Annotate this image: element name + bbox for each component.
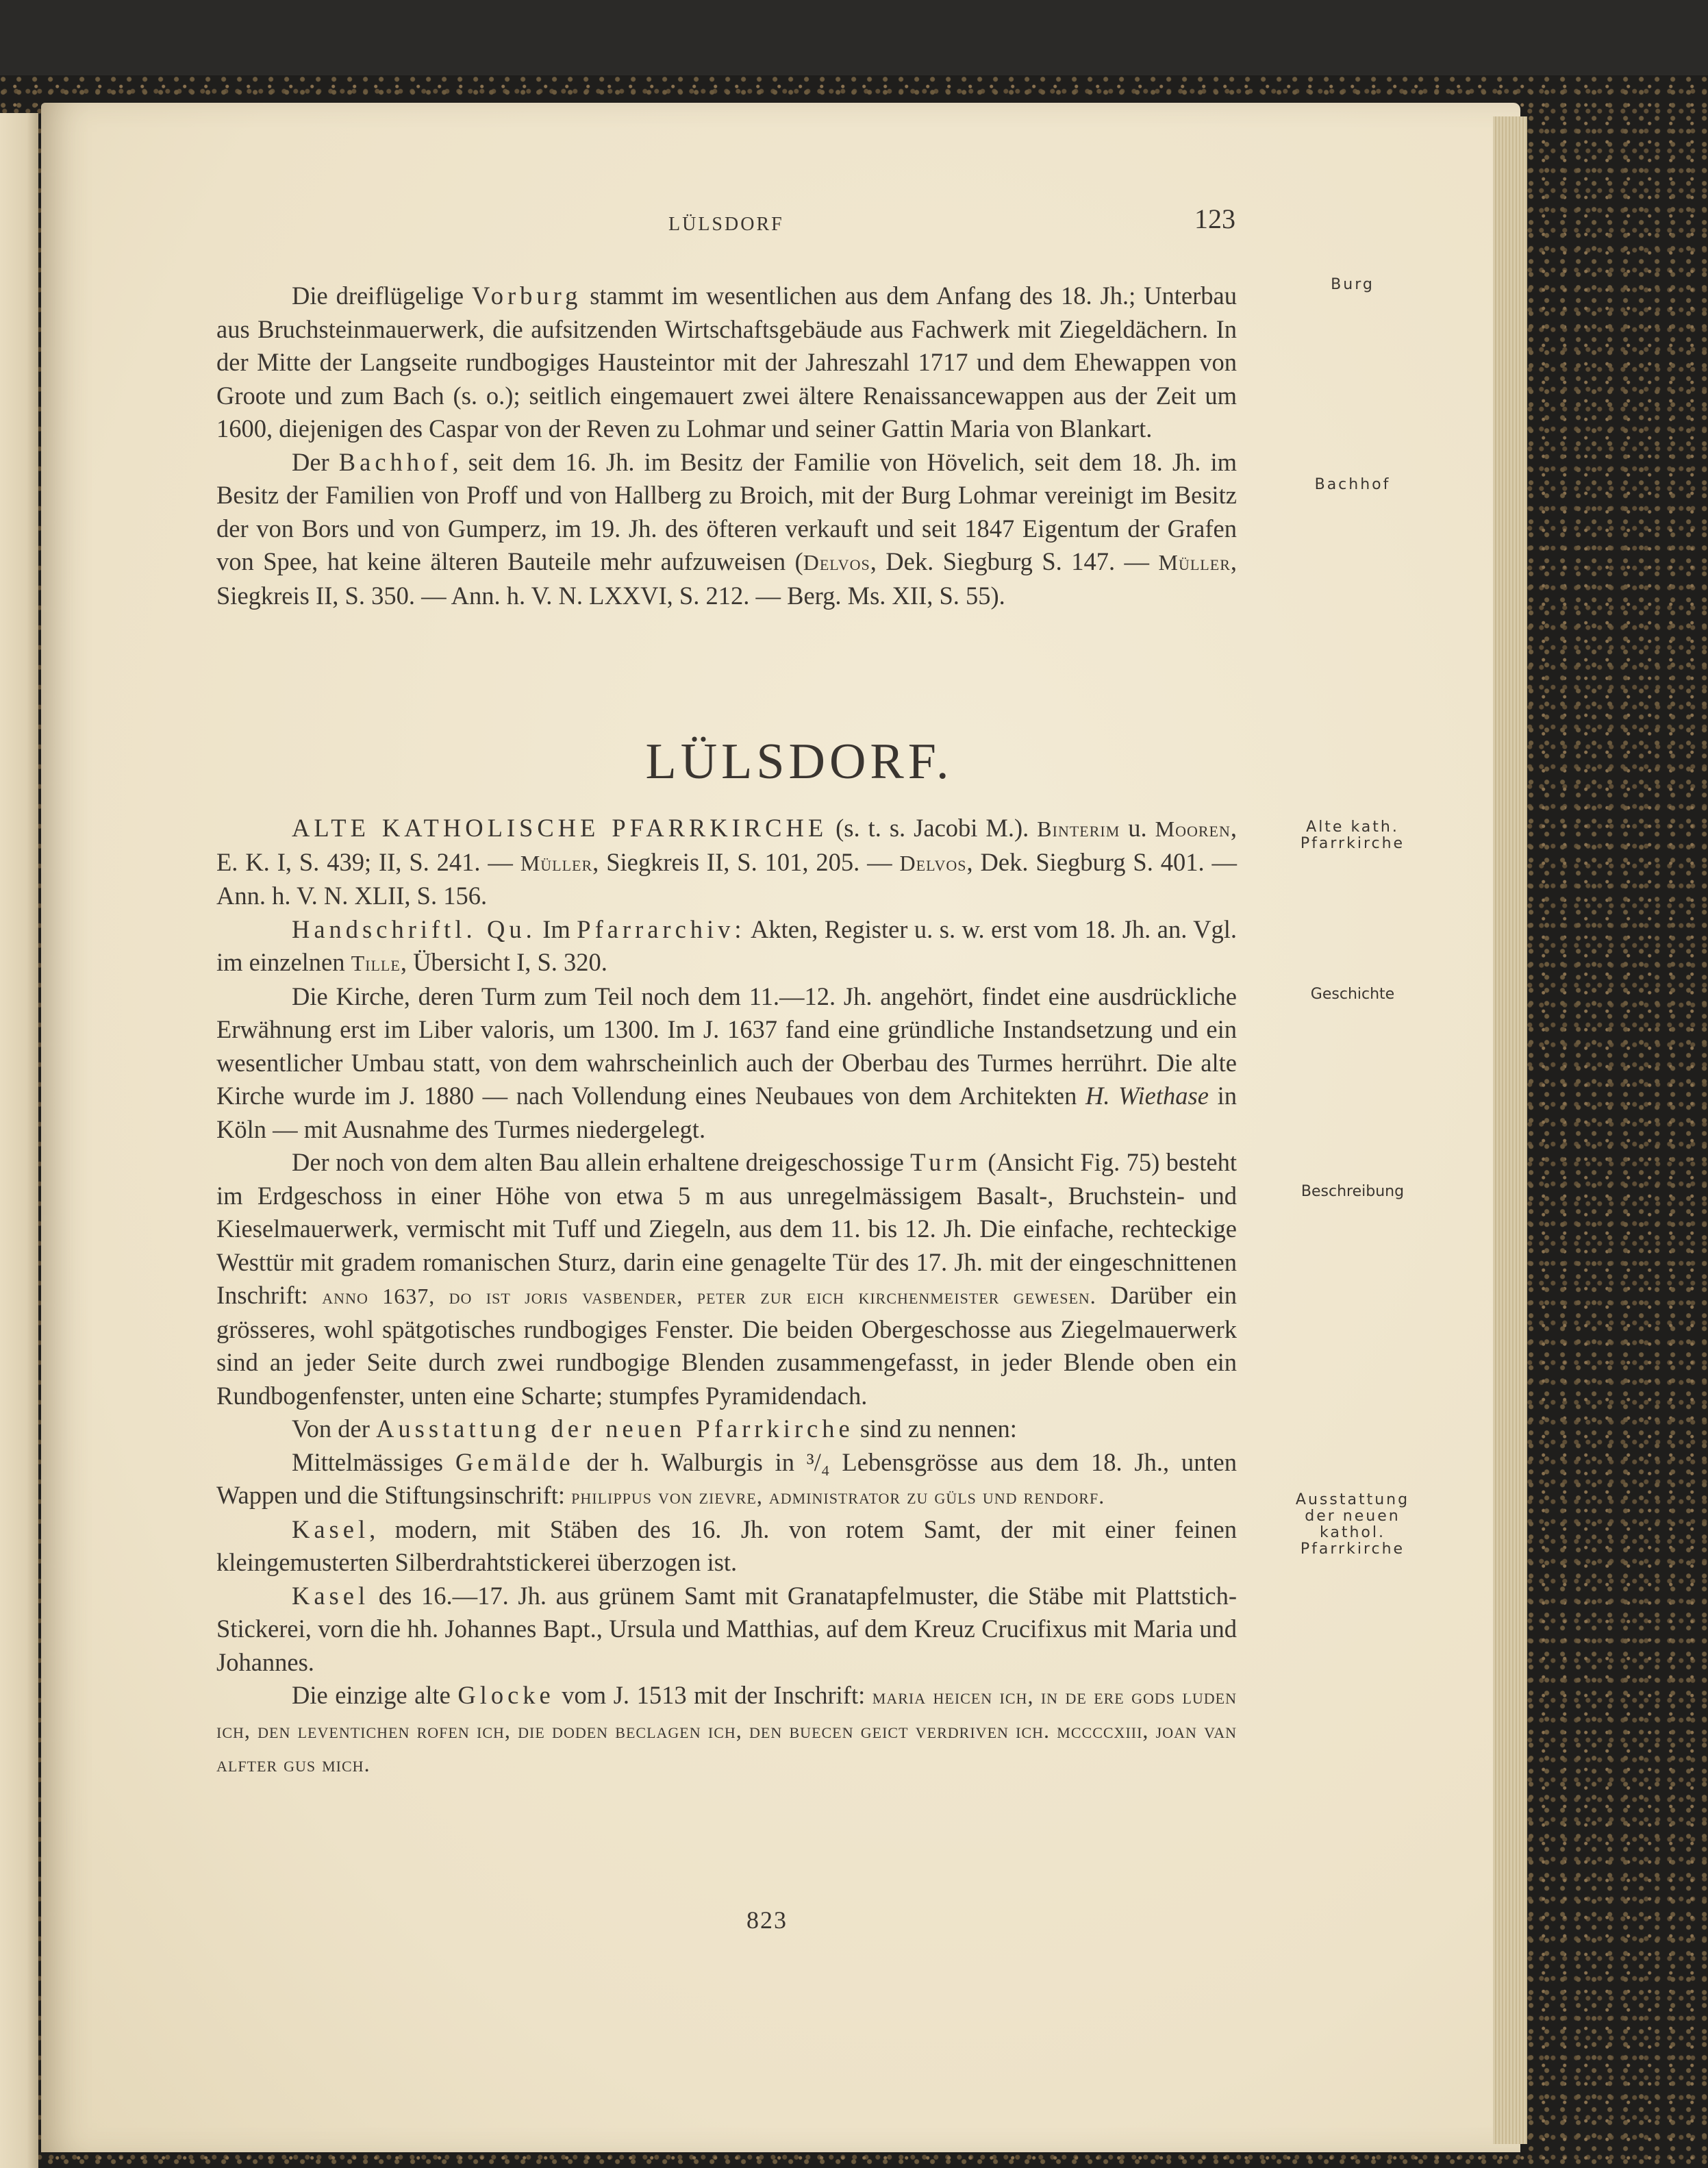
page-number: 123 bbox=[1194, 203, 1235, 234]
paragraph-kasel-1: Kasel, modern, mit Stäben des 16. Jh. von rotem Samt, der mit einer feinen kleingemusterten Silberdrahtstickerei überzogen ist. bbox=[216, 1515, 1237, 1576]
margin-note-bachhof: Bachhof bbox=[1314, 476, 1391, 493]
margin-note-burg: Burg bbox=[1331, 276, 1374, 293]
left-page-edge bbox=[0, 113, 38, 2168]
margin-note-geschichte: Geschichte bbox=[1310, 986, 1395, 1003]
paragraph-geschichte: Die Kirche, deren Turm zum Teil noch dem 11.—12. Jh. angehört, findet eine ausdrückliche Erwähnung erst im Liber valoris, um 1300. Im J. 1637 fand eine gründliche Instandsetzung und ein wesentlicher Umbau statt, von dem wahrscheinlich auch der Oberbau des Turmes herrührt. Die alte Kirche wurde im J. 1880 — nach Vollendung eines Neubaues von dem Architekten H. Wiethase in Köln — mit Ausnahme des Turmes niedergelegt. bbox=[216, 982, 1237, 1143]
term-bachhof: Bachhof bbox=[338, 447, 453, 476]
paragraph-gemaelde: Mittelmässiges Gemälde der h. Walburgis in ³/₄ Lebensgrösse aus dem 18. Jh., unten Wappen und die Stiftungsinschrift: philippus von zievre, administrator zu güls und rendorf. bbox=[216, 1447, 1238, 1509]
paragraph-quellen: Handschriftl. Qu. Im Pfarrarchiv: Akten, Register u. s. w. erst vom 18. Jh. an. Vgl. im einzelnen Tille, Übersicht I, S. 320. bbox=[216, 914, 1238, 976]
paragraph-ausstattung: Von der Ausstattung der neuen Pfarrkirche sind zu nennen: bbox=[292, 1415, 1017, 1443]
paragraph-glocke: Die einzige alte Glocke vom J. 1513 mit der Inschrift: maria heicen ich, in de ere gods luden ich, den leventichen rofen ich, die doden beclagen ich, den buecen geict verdriven ich. mccccxiii, joan van alfter gus mich. bbox=[216, 1681, 1237, 1776]
running-head: LÜLSDORF bbox=[668, 214, 784, 235]
margin-note-ausstattung: Ausstattung der neuen kathol. Pfarrkirche bbox=[1295, 1491, 1410, 1558]
paragraph-bachhof: Der Bachhof, seit dem 16. Jh. im Besitz der Familie von Hövelich, seit dem 18. Jh. im Besitz der Familien von Proff und von Hallberg zu Broich, mit der Burg Lohmar vereinigt im Besitz der von Bors und von Gumperz, im 19. Jh. des öfteren verkauft und seit 1847 Eigentum der Grafen von Spee, hat keine älteren Bauteile mehr aufzuweisen (Delvos, Dek. Siegburg S. 147. — Müller, Siegkreis II, S. 350. — Ann. h. V. N. LXXVI, S. 212. — Berg. Ms. XII, S. 55). bbox=[216, 447, 1238, 610]
section-burg bbox=[216, 279, 1237, 612]
margin-note-beschreibung: Beschreibung bbox=[1301, 1183, 1405, 1200]
section-luelsdorf bbox=[216, 812, 1237, 1781]
paragraph-turm: Der noch von dem alten Bau allein erhaltene dreigeschossige Turm (Ansicht Fig. 75) besteht im Erdgeschoss in einer Höhe von etwa 5 m aus unregelmässigem Basalt-, Bruchstein- und Kieselmauerwerk, vermischt mit Tuff und Ziegeln, aus dem 11. bis 12. Jh. Die einfache, rechteckige Westtür mit gradem romanischen Sturz, darin eine genagelte Tür des 17. Jh. mit der eingeschnittenen Inschrift: anno 1637, do ist joris vasbender, peter zur eich kirchenmeister gewesen. Darüber ein grösseres, wohl spätgotisches rundbogiges Fenster. Die beiden Obergeschosse aus Ziegelmauerwerk sind an jeder Seite durch zwei rundbogige Blenden zusammengefasst, in jeder Blende oben ein Rundbogenfenster, unten eine Scharte; stumpfes Pyramidendach. bbox=[216, 1148, 1237, 1410]
term-pfarrkirche: ALTE KATHOLISCHE PFARRKIRCHE bbox=[292, 814, 828, 842]
page-stack-edge bbox=[1493, 116, 1527, 2144]
section-title: LÜLSDORF. bbox=[645, 734, 953, 790]
margin-note-alte-kath: Alte kath. Pfarrkirche bbox=[1300, 819, 1405, 852]
signature-number: 823 bbox=[746, 1906, 788, 1934]
page-header bbox=[0, 203, 1708, 237]
paragraph-vorburg: Die dreiflügelige Vorburg stammt im wesentlichen aus dem Anfang des 18. Jh.; Unterbau aus Bruchsteinmauerwerk, die aufsitzenden Wirtschaftsgebäude aus Fachwerk mit Ziegeldächern. In der Mitte der Langseite rundbogiges Hausteintor mit der Jahreszahl 1717 und dem Ehewappen von Groote und zum Bach (s. o.); seitlich eingemauert zwei ältere Renaissancewappen aus der Zeit um 1600, diejenigen des Caspar von der Reven zu Lohmar und seiner Gattin Maria von Blankart. bbox=[216, 282, 1237, 443]
paragraph-kasel-2: Kasel des 16.—17. Jh. aus grünem Samt mit Granatapfelmuster, die Stäbe mit Plattstich-Stickerei, vorn die hh. Johannes Bapt., Ursula und Matthias, auf dem Kreuz Crucifixus mit Maria und Johannes. bbox=[216, 1581, 1237, 1676]
paragraph-pfarrkirche: ALTE KATHOLISCHE PFARRKIRCHE (s. t. s. Jacobi M.). Binterim u. Mooren, E. K. I, S. 439; II, S. 241. — Müller, Siegkreis II, S. 101, 205. — Delvos, Dek. Siegburg S. 401. — Ann. h. V. N. XLII, S. 156. bbox=[216, 814, 1238, 910]
term-vorburg: Vorburg bbox=[472, 282, 582, 310]
